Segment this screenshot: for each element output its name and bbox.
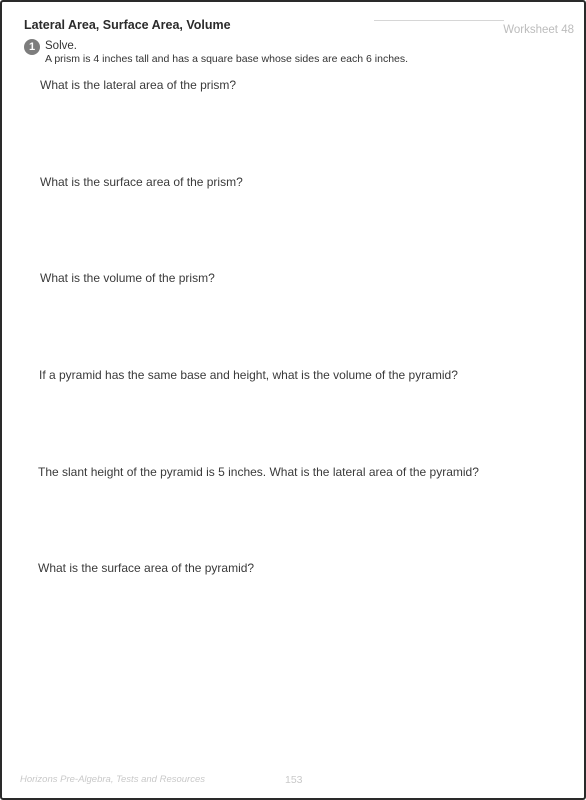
question-lateral-area-prism: What is the lateral area of the prism? bbox=[40, 78, 237, 92]
footer-page-number: 153 bbox=[285, 774, 303, 786]
problem-number-badge: 1 bbox=[24, 39, 40, 55]
header-rule bbox=[374, 20, 504, 21]
problem-prompt: A prism is 4 inches tall and has a square base whose sides are each 6 inches. bbox=[45, 53, 409, 65]
worksheet-label: Worksheet 48 bbox=[503, 24, 574, 36]
question-surface-area-pyramid: What is the surface area of the pyramid? bbox=[38, 561, 255, 575]
footer-book-title: Horizons Pre-Algebra, Tests and Resources bbox=[20, 774, 205, 785]
problem-instruction: Solve. bbox=[45, 40, 77, 52]
question-lateral-area-pyramid: The slant height of the pyramid is 5 inches. What is the lateral area of the pyramid? bbox=[38, 465, 479, 479]
page-title: Lateral Area, Surface Area, Volume bbox=[24, 18, 231, 32]
question-volume-prism: What is the volume of the prism? bbox=[40, 271, 215, 285]
question-volume-pyramid: If a pyramid has the same base and height, what is the volume of the pyramid? bbox=[39, 368, 458, 382]
question-surface-area-prism: What is the surface area of the prism? bbox=[40, 175, 243, 189]
